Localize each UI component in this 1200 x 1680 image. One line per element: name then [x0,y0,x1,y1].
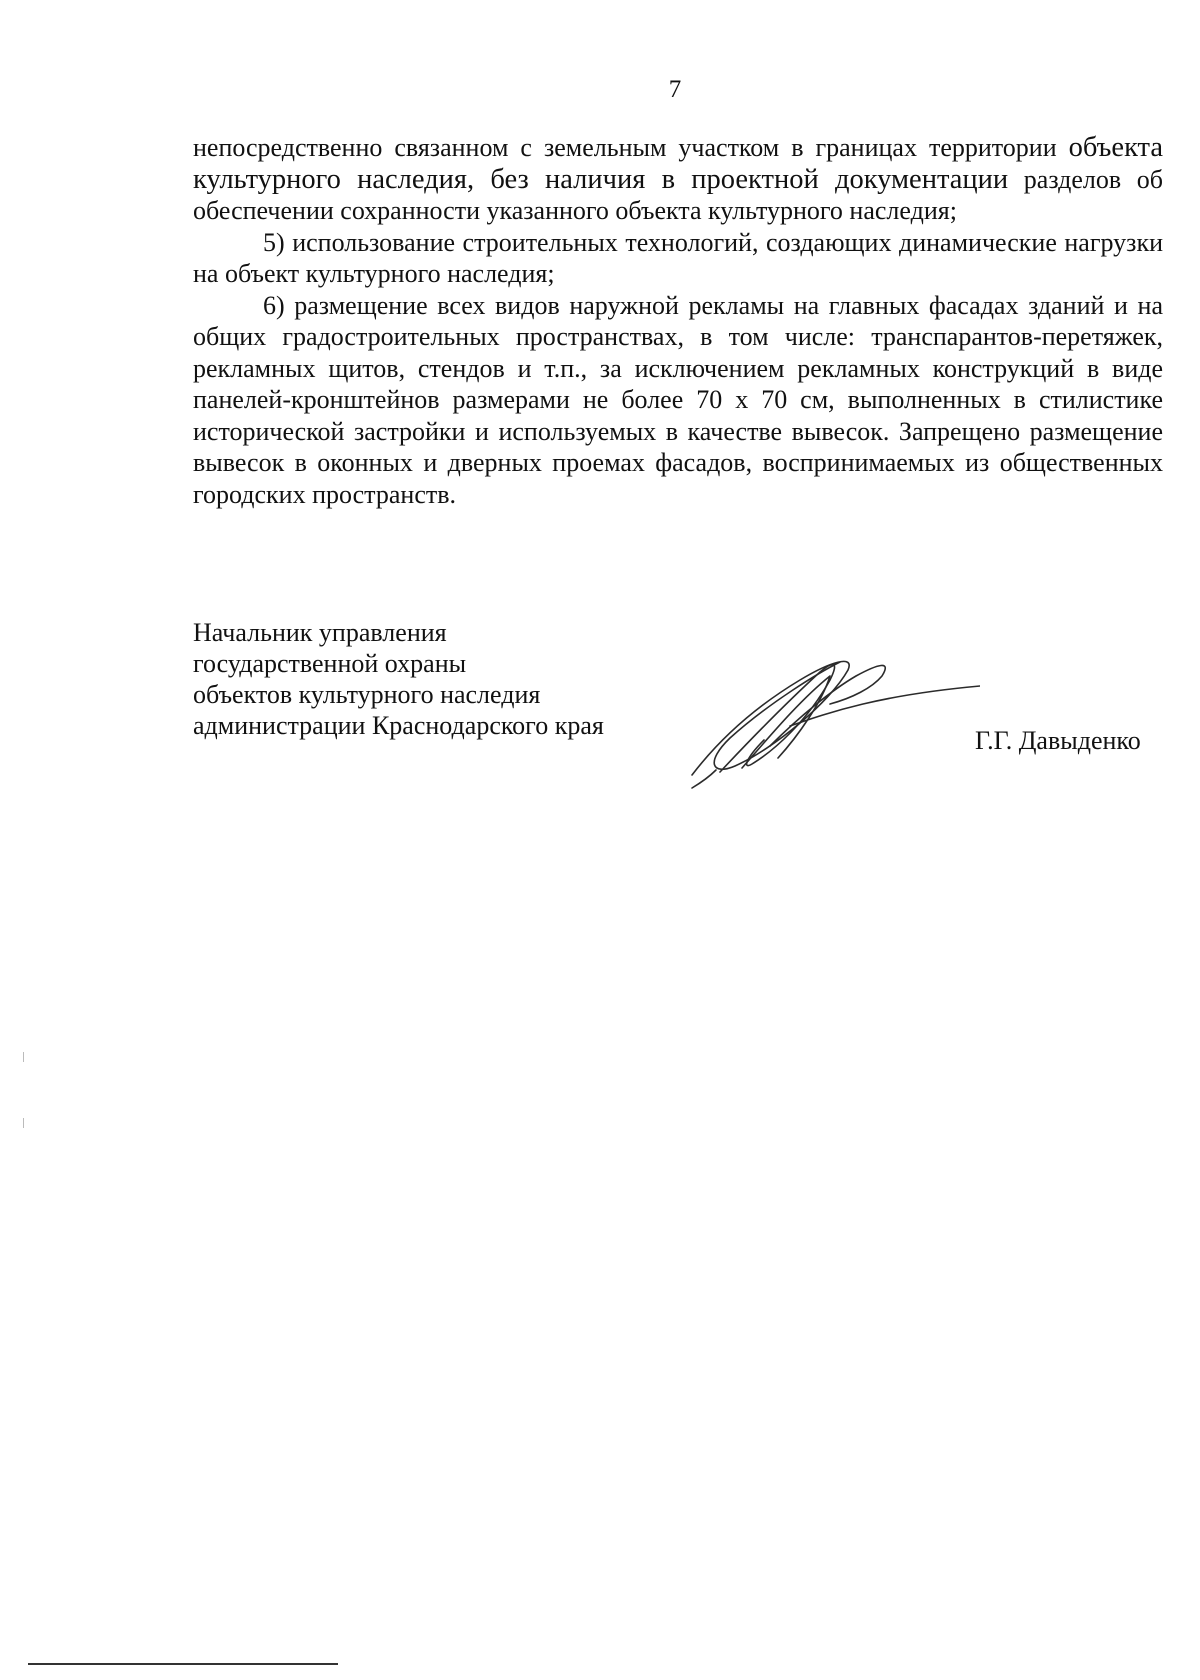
edge-tick-mark [23,1118,24,1128]
signature-position [193,617,604,741]
body-text [193,132,1163,510]
page-number: 7 [668,76,682,103]
position-line-1: Начальник управления [193,618,447,647]
footer-rule [28,1663,338,1665]
signer-name: Г.Г. Давыденко [975,726,1141,755]
paragraph-item-5: 5) использование строительных технологий, создающих динамические нагрузки на объект культурного наследия; [193,227,1163,288]
paragraph-1-line-1: непосредственно связанном с земельным участком в границах территории [193,133,1057,162]
position-line-3: объектов культурного наследия [193,680,541,709]
paragraph-1-line-3: разделов об обеспечении сохранности указанного объекта культурного наследия; [193,164,1164,225]
paragraph-1-line-2: объекта культурного наследия, без наличия в проектной документации [193,132,1163,195]
position-line-4: администрации Краснодарского края [193,711,604,740]
paragraph-item-6: 6) размещение всех видов наружной рекламы на главных фасадах зданий и на общих градостроительных пространствах, в том числе: транспарантов-перетяжек, рекламных щитов, стендов и т.п., за исключением рекламных конструкций в виде панелей-кронштейнов размерами не более 70 х 70 см, выполненных в стилистике исторической застройки и используемых в качестве вывесок. Запрещено размещение вывесок в оконных и дверных проемах фасадов, воспринимаемых из общественных городских пространств. [193,290,1163,509]
handwritten-signature [680,640,980,790]
position-line-2: государственной охраны [193,649,467,678]
paragraph-1 [193,132,1163,227]
edge-tick-mark [23,1052,24,1062]
